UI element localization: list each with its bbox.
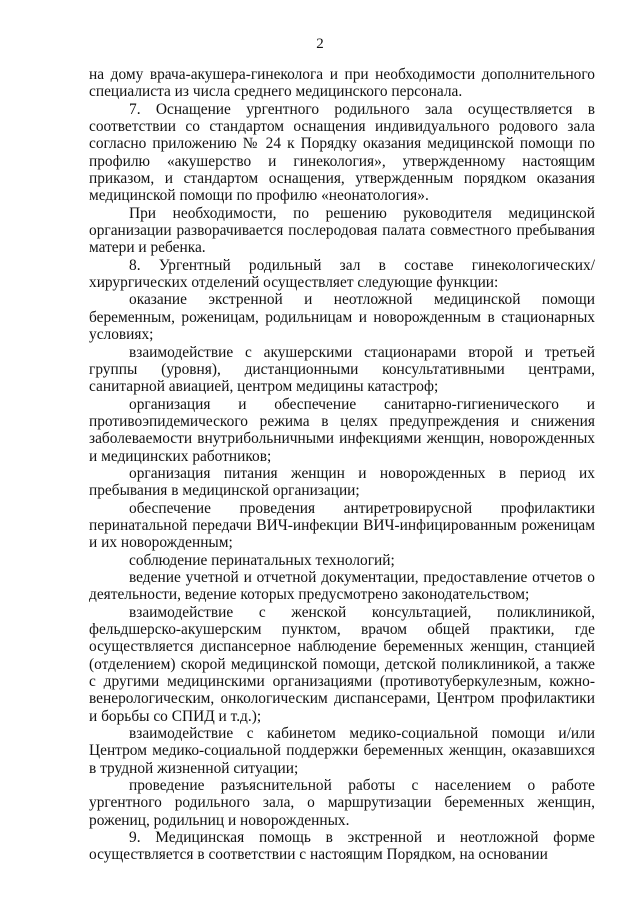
paragraph: взаимодействие с кабинетом медико-социальной помощи и/или Центром медико-социальной поддержки беременных женщин, оказавшихся в трудной жизненной ситуации; (89, 725, 595, 777)
paragraph: 9. Медицинская помощь в экстренной и неотложной форме осуществляется в соответствии с настоящим Порядком, на основании (89, 829, 595, 864)
paragraph: 7. Оснащение ургентного родильного зала осуществляется в соответствии со стандартом оснащения индивидуального родового зала согласно приложению № 24 к Порядку оказания медицинской помощи по профилю «акушерство и гинекология», утвержденному настоящим приказом, и стандартом оснащения, утвержденным порядком оказания медицинской помощи по профилю «неонатология». (89, 100, 595, 205)
paragraph: При необходимости, по решению руководителя медицинской организации разворачивается послеродовая палата совместного пребывания матери и ребенка. (89, 204, 595, 257)
paragraph: организация питания женщин и новорожденных в период их пребывания в медицинской организации; (89, 464, 595, 500)
paragraph: взаимодействие с акушерскими стационарами второй и третьей группы (уровня), дистанционными консультативными центрами, санитарной авиацией, центром медицины катастроф; (89, 343, 595, 396)
paragraph: соблюдение перинатальных технологий; (129, 551, 395, 569)
paragraph: проведение разъяснительной работы с населением о работе ургентного родильного зала, о маршрутизации беременных женщин, рожениц, родильниц и новорожденных. (89, 777, 595, 829)
paragraph: обеспечение проведения антиретровирусной профилактики перинатальной передачи ВИЧ-инфекции ВИЧ-инфицированным роженицам и их новорожденным; (89, 499, 595, 552)
paragraph: взаимодействие с женской консультацией, поликлиникой, фельдшерско-акушерским пунктом, врачом общей практики, где осуществляется диспансерное наблюдение беременных женщин, станцией (отделением) скорой медицинской помощи, детской поликлиникой, а также с другими медицинскими организациями (противотуберкулезным, кожно-венерологическим, онкологическим диспансерами, Центром профилактики и борьбы со СПИД и т.д.); (89, 603, 595, 725)
document-body (89, 66, 595, 864)
paragraph: ведение учетной и отчетной документации, предоставление отчетов о деятельности, ведение которых предусмотрено законодательством; (89, 568, 595, 604)
paragraph: 8. Ургентный родильный зал в составе гинекологических/ хирургических отделений осуществляет следующие функции: (89, 256, 595, 292)
paragraph: оказание экстренной и неотложной медицинской помощи беременным, роженицам, родильницам и новорожденным в стационарных условиях; (89, 291, 595, 344)
page-number: 2 (316, 36, 324, 52)
paragraph: на дому врача-акушера-гинеколога и при необходимости дополнительного специалиста из числа среднего медицинского персонала. (89, 66, 595, 101)
paragraph: организация и обеспечение санитарно-гигиенического и противоэпидемического режима в целях предупреждения и снижения заболеваемости внутрибольничными инфекциями женщин, новорожденных и медицинских работников; (89, 395, 595, 465)
